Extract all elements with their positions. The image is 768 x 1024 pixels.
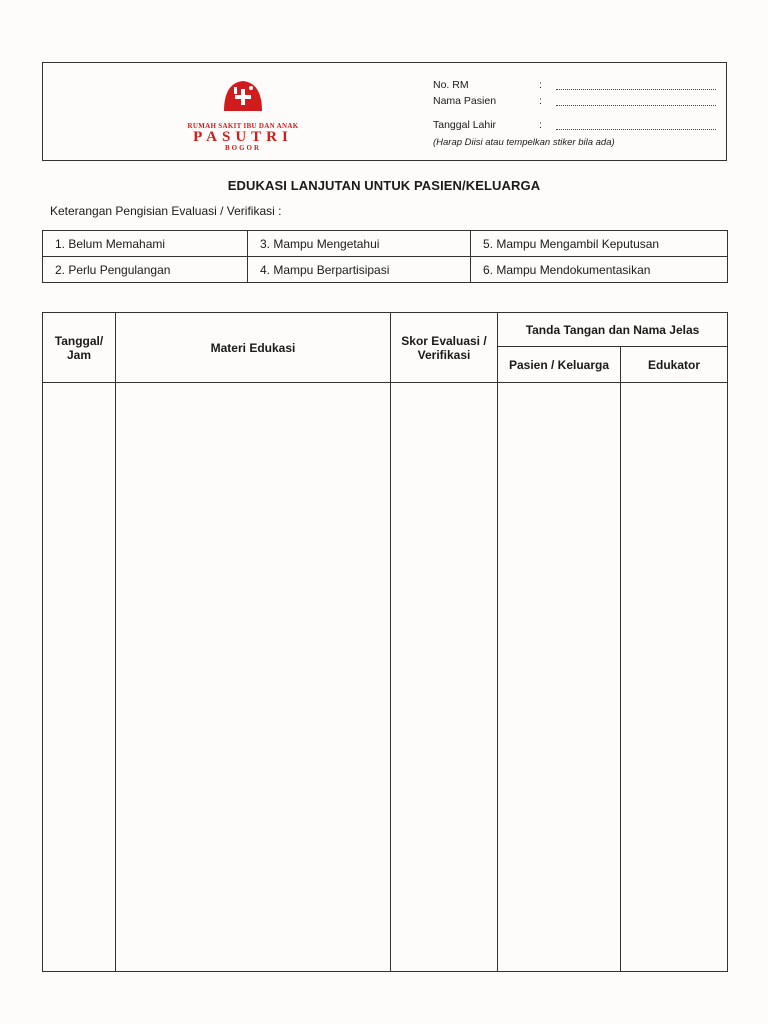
- col-tanggal-jam: Tanggal/ Jam: [43, 313, 116, 383]
- col-tanda-tangan: Tanda Tangan dan Nama Jelas: [498, 313, 728, 347]
- sticker-note: (Harap Diisi atau tempelkan stiker bila ada): [433, 137, 615, 148]
- tanggal-jam-cell[interactable]: [43, 383, 116, 972]
- ttd-edukator-cell[interactable]: [621, 383, 728, 972]
- skor-evaluasi-cell[interactable]: [391, 383, 498, 972]
- ttd-pasien-cell[interactable]: [498, 383, 621, 972]
- field-colon: :: [539, 119, 542, 131]
- table-row: [43, 383, 728, 972]
- legend-item: 6. Mampu Mendokumentasikan: [471, 257, 728, 283]
- logo-name: PASUTRI: [193, 129, 293, 145]
- materi-edukasi-cell[interactable]: [116, 383, 391, 972]
- field-label: Tanggal Lahir: [433, 119, 497, 131]
- col-edukator: Edukator: [621, 347, 728, 383]
- legend-item: 2. Perlu Pengulangan: [43, 257, 248, 283]
- legend-item: 5. Mampu Mengambil Keputusan: [471, 231, 728, 257]
- logo-subtitle: RUMAH SAKIT IBU DAN ANAK: [187, 122, 299, 130]
- nama-pasien-blank[interactable]: [556, 98, 716, 106]
- legend-item: 4. Mampu Berpartisipasi: [248, 257, 471, 283]
- field-colon: :: [539, 95, 542, 107]
- logo-city: BOGOR: [224, 144, 262, 152]
- field-label: Nama Pasien: [433, 95, 497, 107]
- legend-table: [42, 230, 728, 283]
- header-box: [42, 62, 727, 161]
- legend-row: [43, 257, 728, 283]
- field-colon: :: [539, 79, 542, 91]
- no-rm-blank[interactable]: [556, 82, 716, 90]
- col-materi-edukasi: Materi Edukasi: [116, 313, 391, 383]
- header-row: [43, 313, 728, 347]
- legend-heading: Keterangan Pengisian Evaluasi / Verifikasi :: [50, 204, 282, 218]
- col-skor-evaluasi: Skor Evaluasi / Verifikasi: [391, 313, 498, 383]
- education-table: [42, 312, 728, 972]
- hospital-logo-icon: [220, 77, 266, 113]
- document-title: EDUKASI LANJUTAN UNTUK PASIEN/KELUARGA: [227, 178, 541, 193]
- hospital-logo: [173, 77, 313, 152]
- tanggal-lahir-blank[interactable]: [556, 122, 716, 130]
- col-pasien-keluarga: Pasien / Keluarga: [498, 347, 621, 383]
- field-label: No. RM: [433, 79, 469, 91]
- legend-item: 1. Belum Memahami: [43, 231, 248, 257]
- legend-row: [43, 231, 728, 257]
- legend-item: 3. Mampu Mengetahui: [248, 231, 471, 257]
